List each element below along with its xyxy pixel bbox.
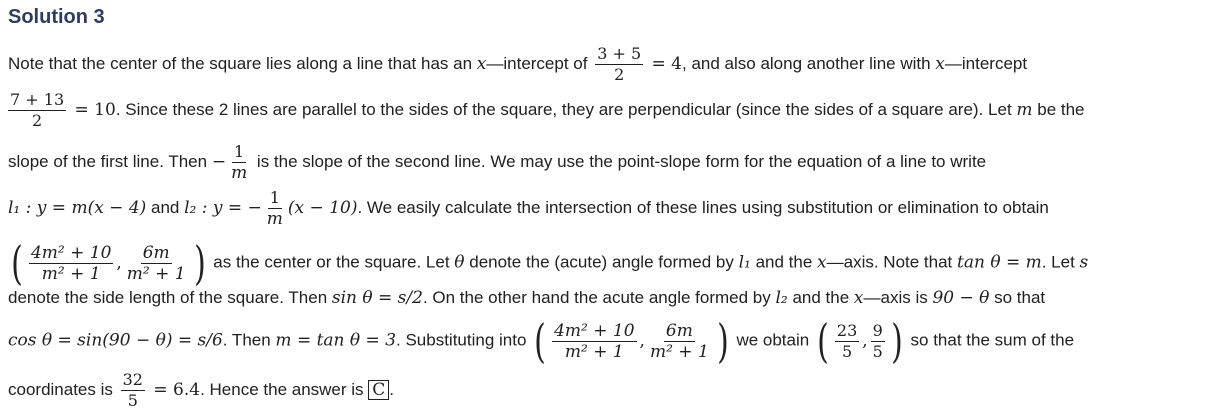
fraction (8, 90, 66, 131)
fraction (29, 243, 113, 284)
math-expression: sin θ = s/2 (331, 288, 423, 308)
fraction-numerator: 1 (234, 142, 245, 161)
text: . On the other hand the acute angle formed by (422, 288, 776, 307)
solution-line-8 (8, 370, 394, 411)
math-var: x (853, 288, 864, 308)
fraction (125, 243, 188, 284)
text: —intercept (944, 53, 1028, 73)
answer-box: C (368, 380, 389, 400)
text: denote the side length of the square. Then (8, 288, 332, 307)
solution-line-1 (8, 44, 1027, 85)
text: , and also along another line with (682, 53, 936, 73)
text: . Since these 2 lines are parallel to the sides of the square, they are perpendicular (since the sides of a square are). Let (115, 99, 1017, 119)
math-expression: 90 − θ (932, 288, 990, 308)
substitution-tuple (531, 314, 732, 368)
fraction-denominator: m² + 1 (649, 341, 709, 362)
text: and (146, 197, 185, 217)
math-expression: l₁ : y = m(x − 4) (8, 197, 147, 218)
fraction-numerator: 9 (872, 320, 883, 340)
fraction-denominator: m (231, 163, 248, 183)
fraction-numerator: 4m² + 10 (554, 320, 635, 341)
fraction (835, 321, 859, 362)
text: Note that the center of the square lies along a line that has an (8, 53, 477, 73)
math-expression: m = tan θ = 3 (275, 330, 397, 351)
fraction-denominator: m² + 1 (126, 263, 186, 284)
fraction-numerator: 6m (142, 242, 170, 263)
text: be the (1032, 99, 1085, 119)
text: so that the sum of the (905, 330, 1075, 350)
fraction-numerator: 7 + 13 (10, 90, 65, 109)
math-expression: = 10 (69, 99, 116, 120)
text: —axis. Note that (826, 252, 957, 272)
math-expression: = 6.4 (147, 379, 201, 400)
fraction-numerator: 23 (836, 320, 858, 340)
fraction (871, 321, 885, 362)
fraction (552, 321, 636, 362)
solution-line-2 (8, 90, 1085, 131)
text: slope of the first line. Then (8, 151, 212, 171)
text: . Then (222, 330, 276, 350)
fraction-denominator: 5 (872, 341, 883, 361)
left-paren: ( (11, 236, 23, 290)
text: —intercept of (486, 53, 593, 73)
text: denote the (acute) angle formed by (464, 252, 739, 272)
text: . Let (1041, 252, 1080, 272)
right-paren: ) (891, 314, 903, 368)
fraction (121, 370, 145, 411)
fraction-denominator: m² + 1 (564, 341, 624, 362)
fraction (595, 44, 643, 85)
fraction-numerator: 6m (665, 320, 693, 341)
result-tuple (814, 314, 906, 368)
math-var: s (1079, 252, 1089, 273)
left-paren: ( (817, 314, 829, 368)
fraction-numerator: 3 + 5 (597, 44, 642, 63)
text: . We easily calculate the intersection of these lines using substitution or elimination to obtain (357, 197, 1049, 217)
math-comma: , (639, 331, 645, 351)
math-expression: tan θ = m (957, 252, 1042, 273)
right-paren: ) (193, 236, 206, 290)
math-var: x (935, 53, 945, 74)
fraction-denominator: m (266, 209, 283, 229)
fraction-denominator: 5 (127, 391, 138, 410)
math-var: l₂ (775, 288, 788, 308)
math-var: θ (454, 252, 465, 273)
fraction-numerator: 32 (122, 370, 143, 389)
math-expression: cos θ = sin(90 − θ) = s/6 (8, 330, 223, 351)
center-point-tuple (8, 236, 209, 290)
solution-line-5 (8, 236, 1089, 290)
solution-heading: Solution 3 (8, 6, 105, 28)
text: and the (787, 288, 854, 307)
text: and the (750, 252, 818, 272)
math-var: x (476, 53, 487, 74)
text: we obtain (731, 330, 814, 350)
fraction (265, 188, 285, 229)
fraction-numerator: 4m² + 10 (30, 242, 112, 263)
left-paren: ( (534, 314, 546, 368)
solution-line-7 (8, 314, 1075, 368)
math-expression: l₂ : y = − (184, 197, 262, 218)
solution-line-6 (8, 288, 1045, 308)
math-var: l₁ (738, 252, 751, 273)
math-var: x (817, 252, 827, 273)
math-comma: , (116, 253, 122, 273)
math-minus: − (211, 151, 227, 172)
fraction (648, 321, 711, 362)
math-comma: , (862, 331, 868, 351)
solution-line-4 (8, 188, 1049, 229)
math-expression: = 4 (646, 53, 682, 74)
fraction-denominator: m² + 1 (41, 263, 101, 284)
fraction (229, 142, 249, 183)
text: . (389, 379, 395, 399)
text: as the center or the square. Let (208, 252, 455, 272)
text: —axis is (863, 288, 933, 307)
math-var: m (1016, 99, 1033, 120)
fraction-denominator: 5 (841, 341, 853, 361)
text: is the slope of the second line. We may use the point-slope form for the equation of a line to write (252, 151, 987, 171)
solution-line-3 (8, 142, 986, 183)
math-expression: (x − 10) (287, 197, 358, 218)
fraction-numerator: 1 (269, 188, 280, 207)
text: . Hence the answer is (200, 379, 369, 399)
text: so that (989, 288, 1046, 307)
fraction-denominator: 2 (614, 65, 625, 84)
text: . Substituting into (396, 330, 532, 350)
right-paren: ) (716, 314, 729, 368)
text: coordinates is (8, 379, 118, 399)
fraction-denominator: 2 (31, 111, 43, 130)
